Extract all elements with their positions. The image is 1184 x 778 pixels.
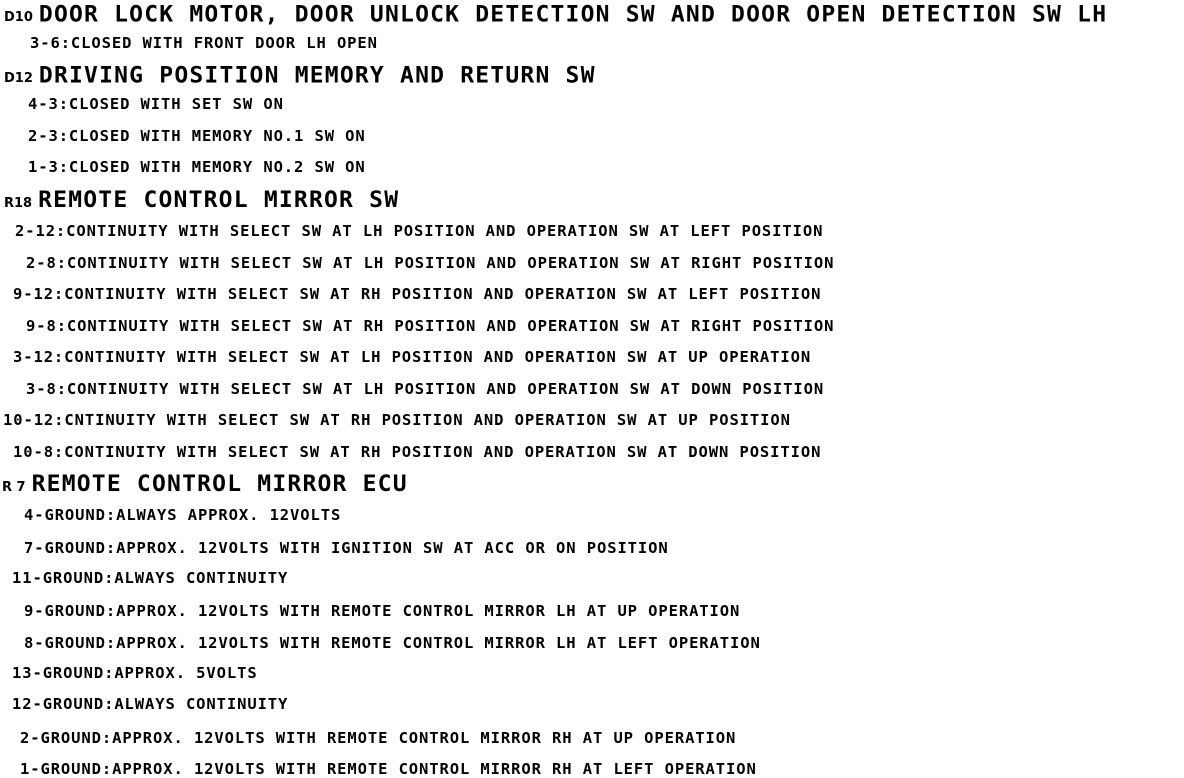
connector-code: R 7: [2, 480, 26, 495]
connector-code: D10: [4, 10, 33, 25]
inspection-line: 10-12:CNTINUITY WITH SELECT SW AT RH POSITION AND OPERATION SW AT UP POSITION: [3, 411, 791, 429]
section-heading: [4, 64, 596, 87]
inspection-line: 1-3:CLOSED WITH MEMORY NO.2 SW ON: [28, 158, 366, 176]
inspection-line: 9-8:CONTINUITY WITH SELECT SW AT RH POSITION AND OPERATION SW AT RIGHT POSITION: [26, 317, 835, 335]
section-title: REMOTE CONTROL MIRROR ECU: [31, 472, 408, 497]
inspection-line: 9-GROUND:APPROX. 12VOLTS WITH REMOTE CONTROL MIRROR LH AT UP OPERATION: [24, 602, 741, 620]
inspection-line: 3-8:CONTINUITY WITH SELECT SW AT LH POSITION AND OPERATION SW AT DOWN POSITION: [26, 380, 825, 398]
section-heading: [2, 473, 408, 496]
inspection-line: 4-GROUND:ALWAYS APPROX. 12VOLTS: [24, 506, 342, 524]
inspection-line: 9-12:CONTINUITY WITH SELECT SW AT RH POSITION AND OPERATION SW AT LEFT POSITION: [13, 285, 822, 303]
inspection-line: 2-8:CONTINUITY WITH SELECT SW AT LH POSITION AND OPERATION SW AT RIGHT POSITION: [26, 254, 835, 272]
inspection-line: 2-GROUND:APPROX. 12VOLTS WITH REMOTE CONTROL MIRROR RH AT UP OPERATION: [20, 729, 737, 747]
inspection-line: 11-GROUND:ALWAYS CONTINUITY: [12, 569, 289, 587]
inspection-line: 4-3:CLOSED WITH SET SW ON: [28, 95, 284, 113]
connector-code: R18: [4, 196, 33, 211]
inspection-line: 2-3:CLOSED WITH MEMORY NO.1 SW ON: [28, 127, 366, 145]
inspection-line: 7-GROUND:APPROX. 12VOLTS WITH IGNITION SW AT ACC OR ON POSITION: [24, 539, 669, 557]
section-heading: [4, 3, 1107, 26]
connector-code: D12: [4, 71, 33, 86]
section-heading: [4, 189, 399, 212]
section-title: DRIVING POSITION MEMORY AND RETURN SW: [38, 63, 596, 88]
inspection-line: 1-GROUND:APPROX. 12VOLTS WITH REMOTE CONTROL MIRROR RH AT LEFT OPERATION: [20, 760, 757, 778]
inspection-line: 3-12:CONTINUITY WITH SELECT SW AT LH POSITION AND OPERATION SW AT UP OPERATION: [13, 348, 812, 366]
inspection-line: 3-6:CLOSED WITH FRONT DOOR LH OPEN: [30, 34, 378, 52]
section-title: REMOTE CONTROL MIRROR SW: [38, 188, 400, 213]
inspection-line: 10-8:CONTINUITY WITH SELECT SW AT RH POSITION AND OPERATION SW AT DOWN POSITION: [13, 443, 822, 461]
inspection-line: 8-GROUND:APPROX. 12VOLTS WITH REMOTE CONTROL MIRROR LH AT LEFT OPERATION: [24, 634, 761, 652]
inspection-line: 13-GROUND:APPROX. 5VOLTS: [12, 664, 258, 682]
section-title: DOOR LOCK MOTOR, DOOR UNLOCK DETECTION SW AND DOOR OPEN DETECTION SW LH: [38, 2, 1108, 27]
inspection-line: 2-12:CONTINUITY WITH SELECT SW AT LH POSITION AND OPERATION SW AT LEFT POSITION: [15, 222, 824, 240]
inspection-line: 12-GROUND:ALWAYS CONTINUITY: [12, 695, 289, 713]
